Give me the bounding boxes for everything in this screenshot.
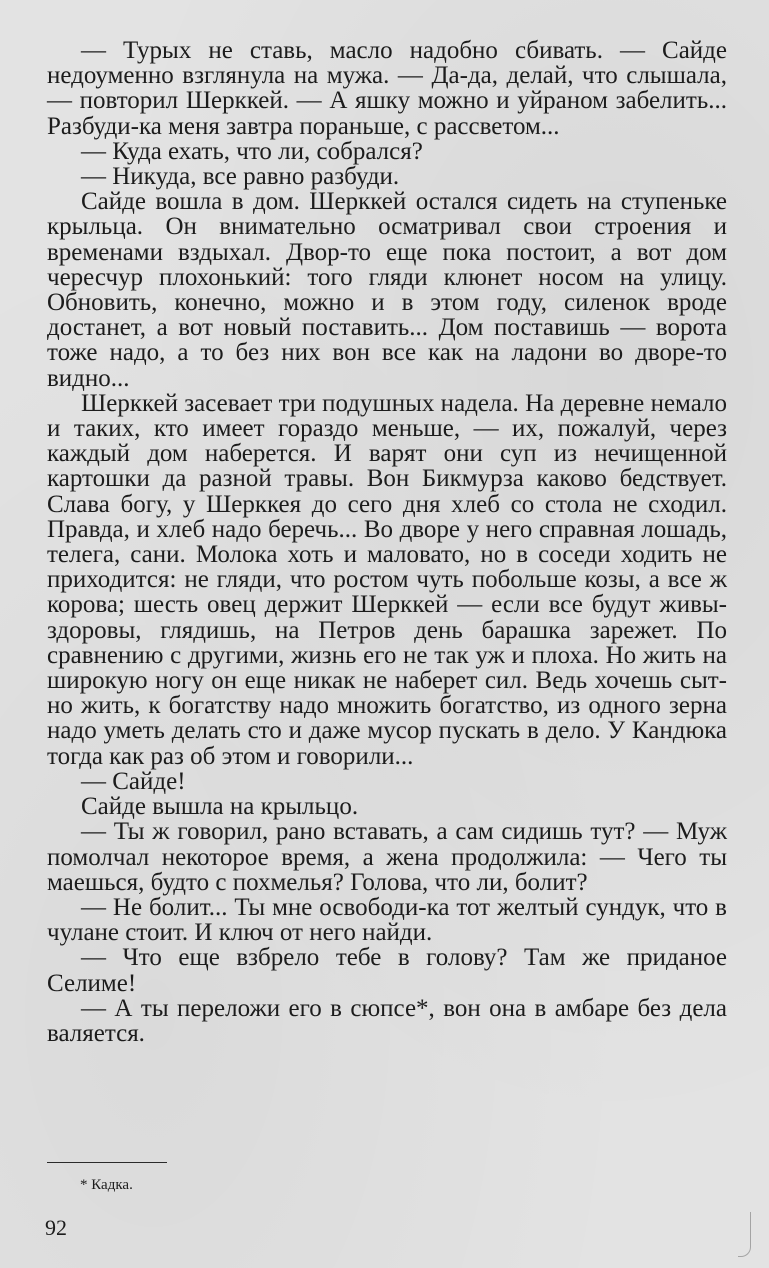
paragraph: — Ты ж говорил, рано вставать, а сам сидишь тут? — Муж помолчал некоторое время, а жена продолжила: — Чего ты маешься, будто с похмелья? Голова, что ли, болит? (47, 818, 727, 896)
paragraph: — Что еще взбрело тебе в голову? Там же приданое Селиме! (47, 944, 727, 997)
paragraph: — Никуда, все равно разбуди. (81, 163, 400, 191)
paragraph: Шерккей засевает три подушных надела. На деревне немало и таких, кто имеет гораздо меньше, — их, пожалуй, через каждый дом наберется. И варят они суп из нечищенной картошки да разной травы. Вон Бикмурза каково бедствует. Слава богу, у Шерккея до сего дня хлеб со стола не сходил. Правда, и хлеб надо беречь... Во дворе у него справная лошадь, телега, сани. Молока хоть и маловато, но в соседи ходить не приходится: не гляди, что ростом чуть побольше козы, а все ж корова; шесть овец держит Шерккей — если все будут живы-здоровы, глядишь, на Петров день барашка зарежет. По сравнению с другими, жизнь его не так уж и плоха. Но жить на широкую ногу он еще никак не наберет сил. Ведь хочешь сытно жить, к богатству надо множить богатство, из одного зерна надо уметь делать сто и даже мусор пускать в дело. У Кандюка тогда как раз об этом и говорили... (47, 389, 727, 770)
paragraph: — Куда ехать, что ли, собрался? (81, 137, 423, 165)
footnote-divider (47, 1162, 167, 1163)
paragraph: Сайде вошла в дом. Шерккей остался сидеть на ступеньке крыльца. Он внимательно осматривал свои строения и временами вздыхал. Двор-то еще пока постоит, а вот дом чересчур плохонький: того гляди клюнет носом на улицу. Обновить, конечно, можно и в этом году, силенок вроде достанет, а вот новый поставить... Дом поставишь — ворота тоже надо, а то без них вон все как на ладони во дворе-то видно... (47, 188, 727, 392)
paragraph: — Сайде! (81, 767, 186, 795)
footnote: * Кадка. (80, 1177, 133, 1193)
paragraph: — Не болит... Ты мне освободи-ка тот желтый сундук, что в чулане стоит. И ключ от него найди. (47, 893, 727, 947)
paragraph: — Турых не ставь, масло надобно сбивать. — Сайде недоуменно взглянула на мужа. — Да-да, делай, что слышала, — повторил Шерккей. — А яшку можно и уйраном забелить... Разбуди-ка меня завтра пораньше, с рассветом... (47, 37, 727, 140)
paragraph: — А ты переложи его в сюпсе*, вон она в амбаре без дела валяется. (47, 994, 727, 1047)
paragraph: Сайде вышла на крыльцо. (81, 793, 359, 821)
page-text (47, 38, 727, 1046)
page-number: 92 (45, 1215, 67, 1240)
page-edge-mark (738, 1212, 751, 1257)
